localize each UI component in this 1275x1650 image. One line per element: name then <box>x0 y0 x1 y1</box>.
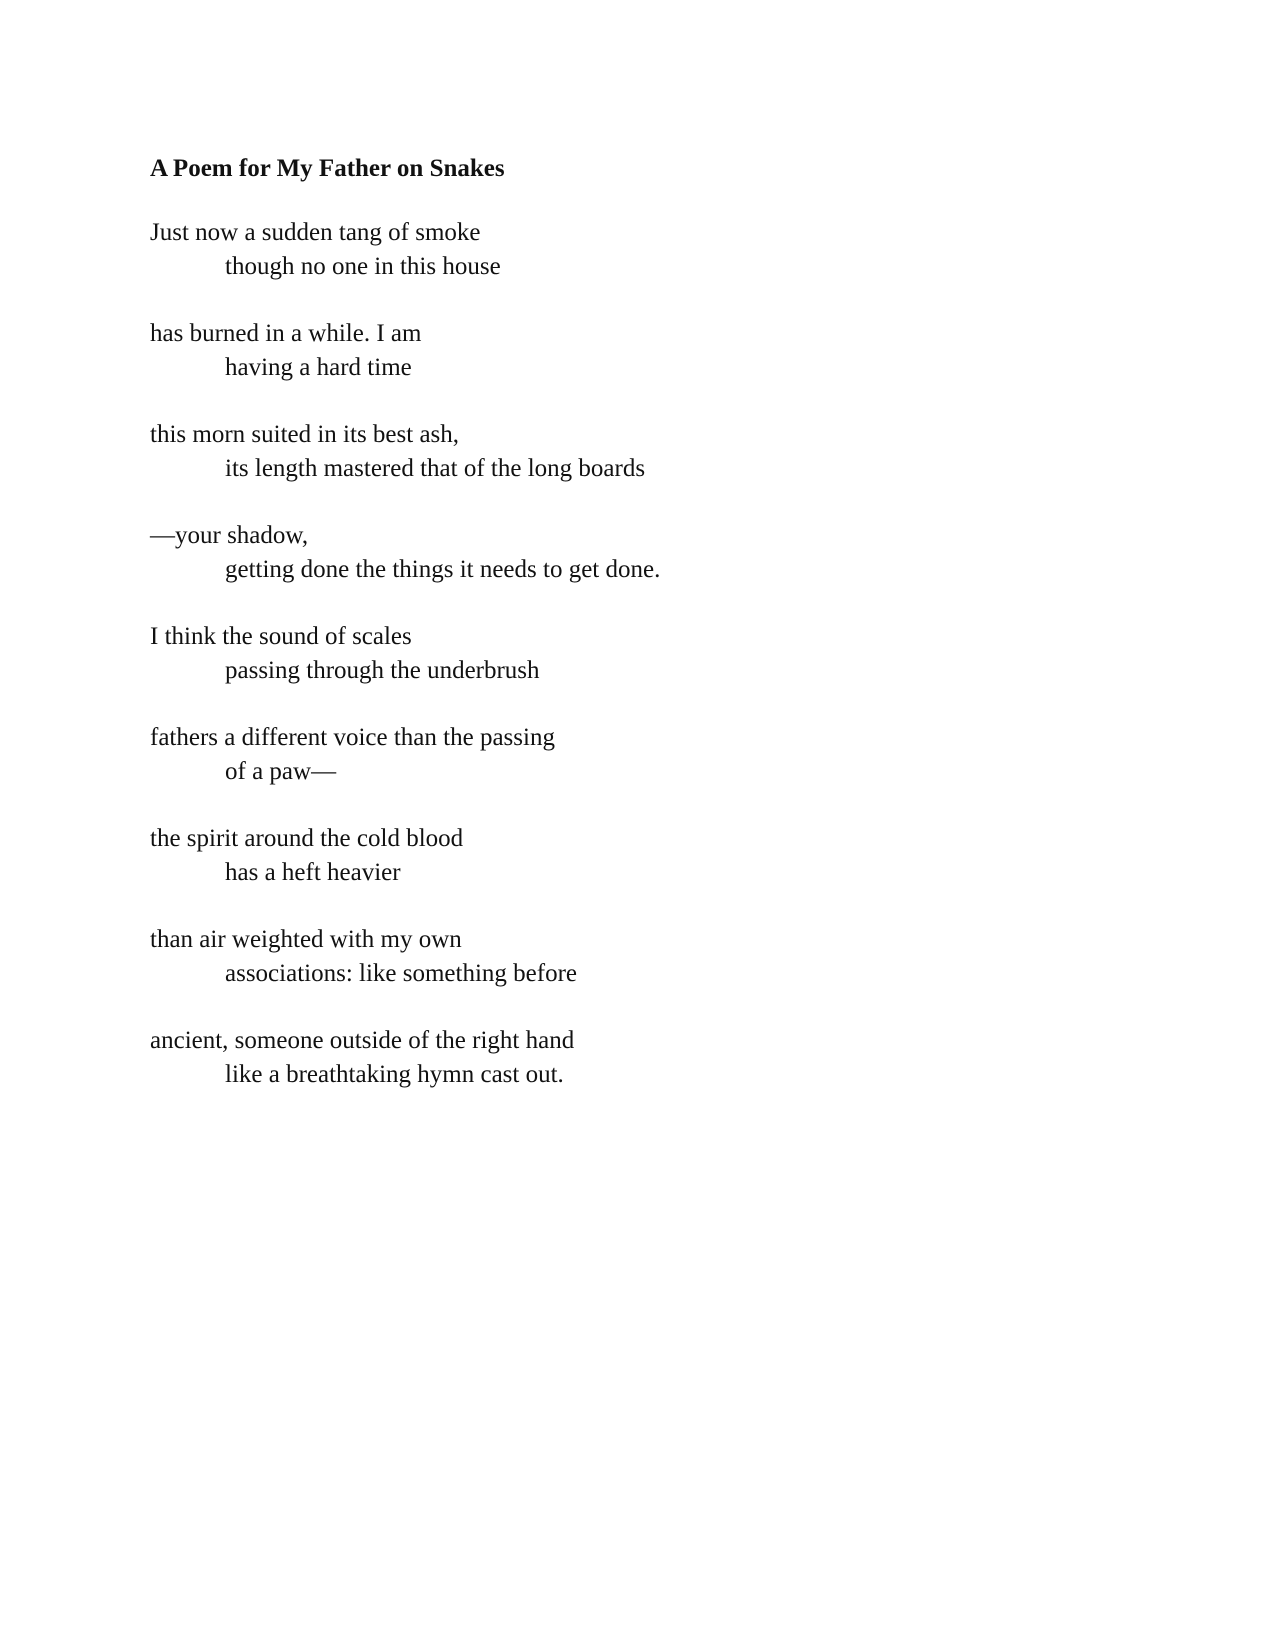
poem-line: Just now a sudden tang of smoke <box>150 219 481 246</box>
stanza <box>150 519 1150 587</box>
poem-line: than air weighted with my own <box>150 926 462 953</box>
stanza <box>150 822 1150 890</box>
poem-line: ancient, someone outside of the right hand <box>150 1027 575 1054</box>
poem-title: A Poem for My Father on Snakes <box>150 155 505 182</box>
poem-line-indented: getting done the things it needs to get done. <box>225 556 661 583</box>
stanza <box>150 418 1150 486</box>
stanza <box>150 721 1150 789</box>
poem-line: fathers a different voice than the passing <box>150 724 555 751</box>
poem-line: has burned in a while. I am <box>150 320 422 347</box>
poem-line-indented: having a hard time <box>225 354 412 381</box>
poem-line: this morn suited in its best ash, <box>150 421 460 448</box>
poem <box>150 152 1150 1125</box>
poem-line-indented: though no one in this house <box>225 253 501 280</box>
poem-line-indented: associations: like something before <box>225 960 578 987</box>
stanza <box>150 1024 1150 1092</box>
stanza <box>150 216 1150 284</box>
poem-line-indented: like a breathtaking hymn cast out. <box>225 1061 564 1088</box>
poem-line: I think the sound of scales <box>150 623 412 650</box>
stanza <box>150 620 1150 688</box>
poem-line: —your shadow, <box>150 522 309 549</box>
poem-line-indented: has a heft heavier <box>225 859 401 886</box>
stanza <box>150 317 1150 385</box>
poem-line-indented: of a paw— <box>225 758 337 785</box>
stanza <box>150 923 1150 991</box>
poem-line: the spirit around the cold blood <box>150 825 464 852</box>
poem-line-indented: passing through the underbrush <box>225 657 540 684</box>
poem-line-indented: its length mastered that of the long boards <box>225 455 646 482</box>
